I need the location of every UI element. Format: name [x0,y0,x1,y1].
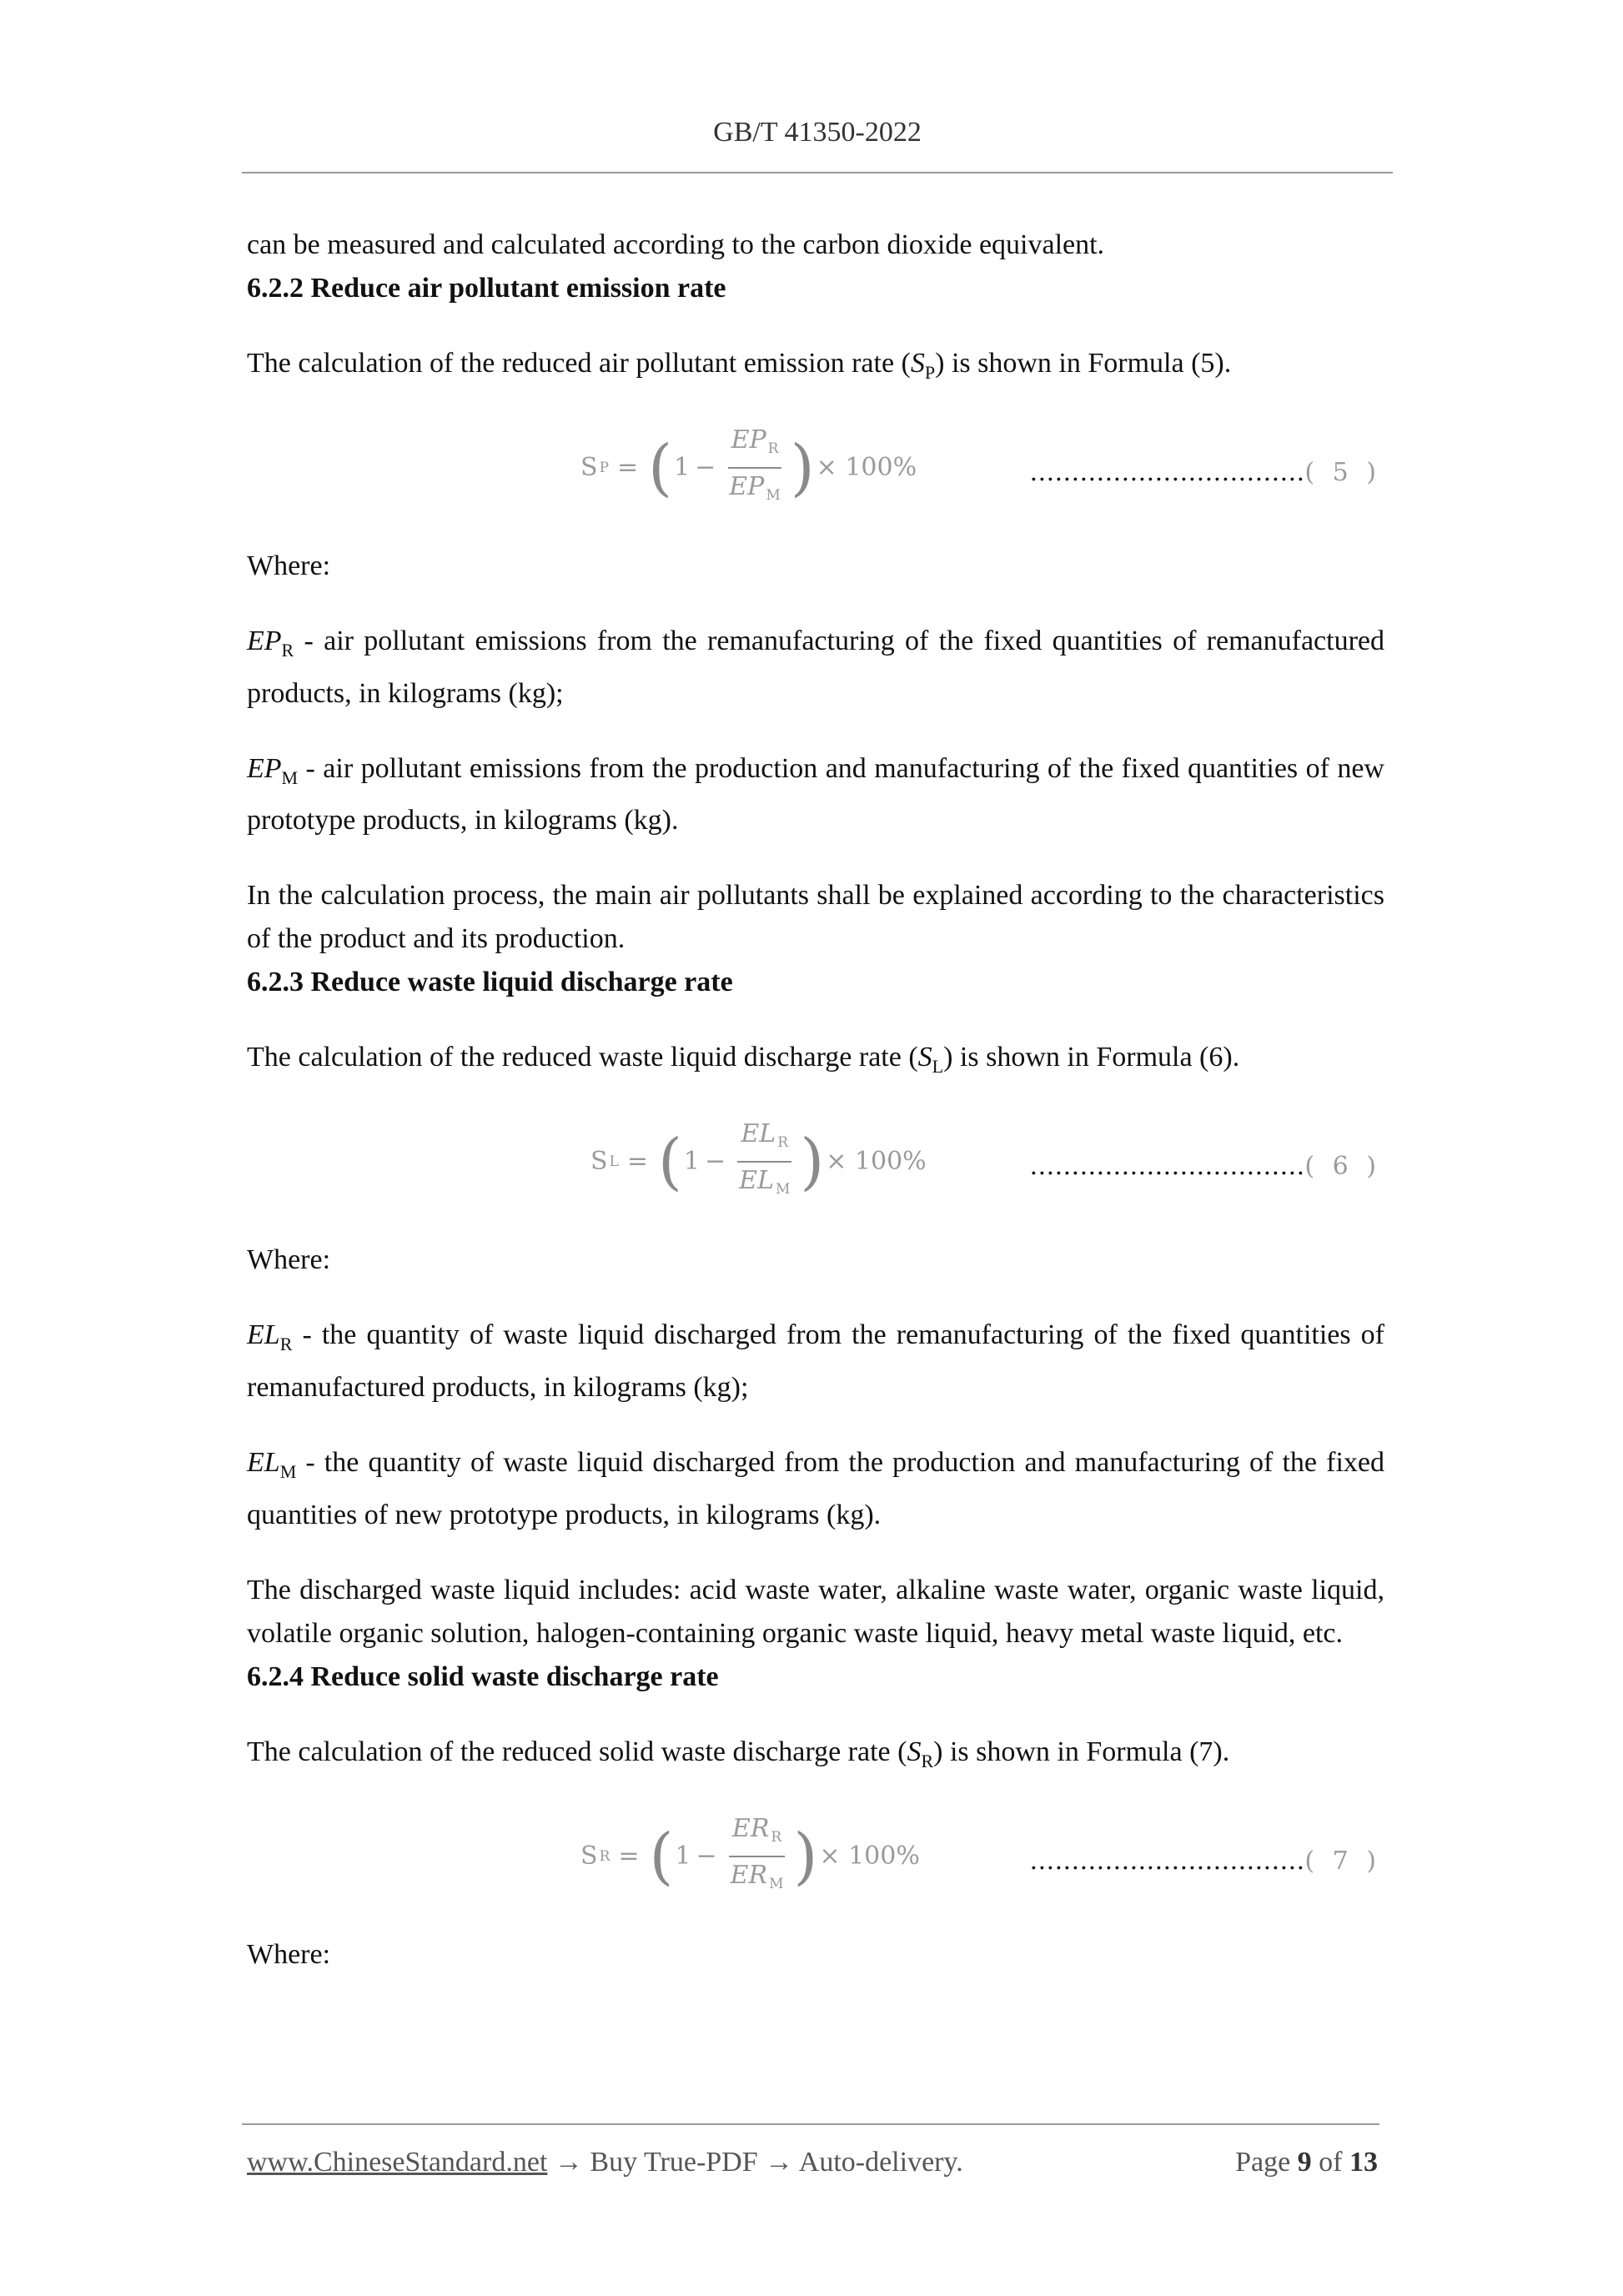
formula-7-number: ……………………………( 7 ) [1029,1846,1381,1876]
formula-6: S L = ( 1 − $\frac{EL _R}{EL _M}$ ) × 100% ……………………………( 6 ) [247,1117,1384,1207]
website-link[interactable]: www.ChineseStandard.net [247,2147,548,2178]
delivery-text: Auto-delivery. [798,2147,963,2178]
buy-pdf-text: Buy True-PDF [590,2147,758,2178]
page-footer [247,2147,1378,2178]
intro-paragraph: can be measured and calculated according to the carbon dioxide equivalent. [247,229,1105,260]
formula-6-fraction: $\frac{EL _R}{EL _M}$ [739,1119,791,1198]
liquids-paragraph: The discharged waste liquid includes: acid waste water, alkaline waste water, organic waste liquid, volatile organic solution, halogen-containing organic waste liquid, heavy metal waste liquid, etc. [247,1574,1384,1649]
formula-5-intro: The calculation of the reduced air pollutant emission rate $(S_P)$ is shown in Formula (5). [247,348,1232,383]
pollutants-paragraph: In the calculation process, the main air pollutants shall be explained according to the characteristics of the product and its production. [247,880,1384,955]
formula-7-fraction: $\frac{ER _R}{ER _M}$ [730,1813,784,1892]
footer-divider [242,2123,1379,2125]
definition-elr: $EL_R$ - the quantity of waste liquid discharged from the remanufacturing of the fixed quantities of remanufactured products, in kilograms (kg); [247,1319,1384,1403]
formula-6-number: ……………………………( 6 ) [1029,1152,1381,1182]
formula-7-intro: The calculation of the reduced solid waste discharge rate $(S_R)$ is shown in Formula (7). [247,1736,1230,1771]
where-label: Where: [247,1938,331,1970]
formula-5-number: ……………………………( 5 ) [1029,457,1381,487]
heading-6-2-4: 6.2.4 Reduce solid waste discharge rate [247,1660,719,1692]
heading-6-2-2: 6.2.2 Reduce air pollutant emission rate [247,273,726,304]
page-number: Page 9 of 13 [1235,2147,1378,2178]
formula-7: S R = ( 1 − $\frac{ER _R}{ER _M}$ ) × 100% ……………………………( 7 ) [247,1811,1384,1902]
page-header: GB/T 41350-2022 [713,117,922,148]
footer-promo: www.ChineseStandard.net → Buy True-PDF → Auto-delivery. [247,2147,963,2178]
where-label: Where: [247,1244,331,1276]
document-body [247,224,1384,1977]
formula-5: S P = ( 1 − $\frac{EP _R}{EP _M}$ ) × 100% ……………………………( 5 ) [247,423,1384,513]
heading-6-2-3: 6.2.3 Reduce waste liquid discharge rate [247,967,733,998]
definition-elm: $EL_M$ - the quantity of waste liquid discharged from the production and manufacturing of the fixed quantities of new prototype products, in kilograms (kg). [247,1446,1384,1530]
definition-epm: $EP_M$ - air pollutant emissions from the production and manufacturing of the fixed quantities of new prototype products, in kilograms (kg). [247,752,1384,837]
header-divider [242,172,1393,173]
formula-5-fraction: $\frac{EP _R}{EP _M}$ [729,425,781,504]
definition-epr: $EP_R$ - air pollutant emissions from the remanufacturing of the fixed quantities of remanufactured products, in kilograms (kg); [247,625,1384,709]
where-label: Where: [247,550,331,581]
formula-6-intro: The calculation of the reduced waste liquid discharge rate $(S_L)$ is shown in Formula (6). [247,1042,1240,1078]
